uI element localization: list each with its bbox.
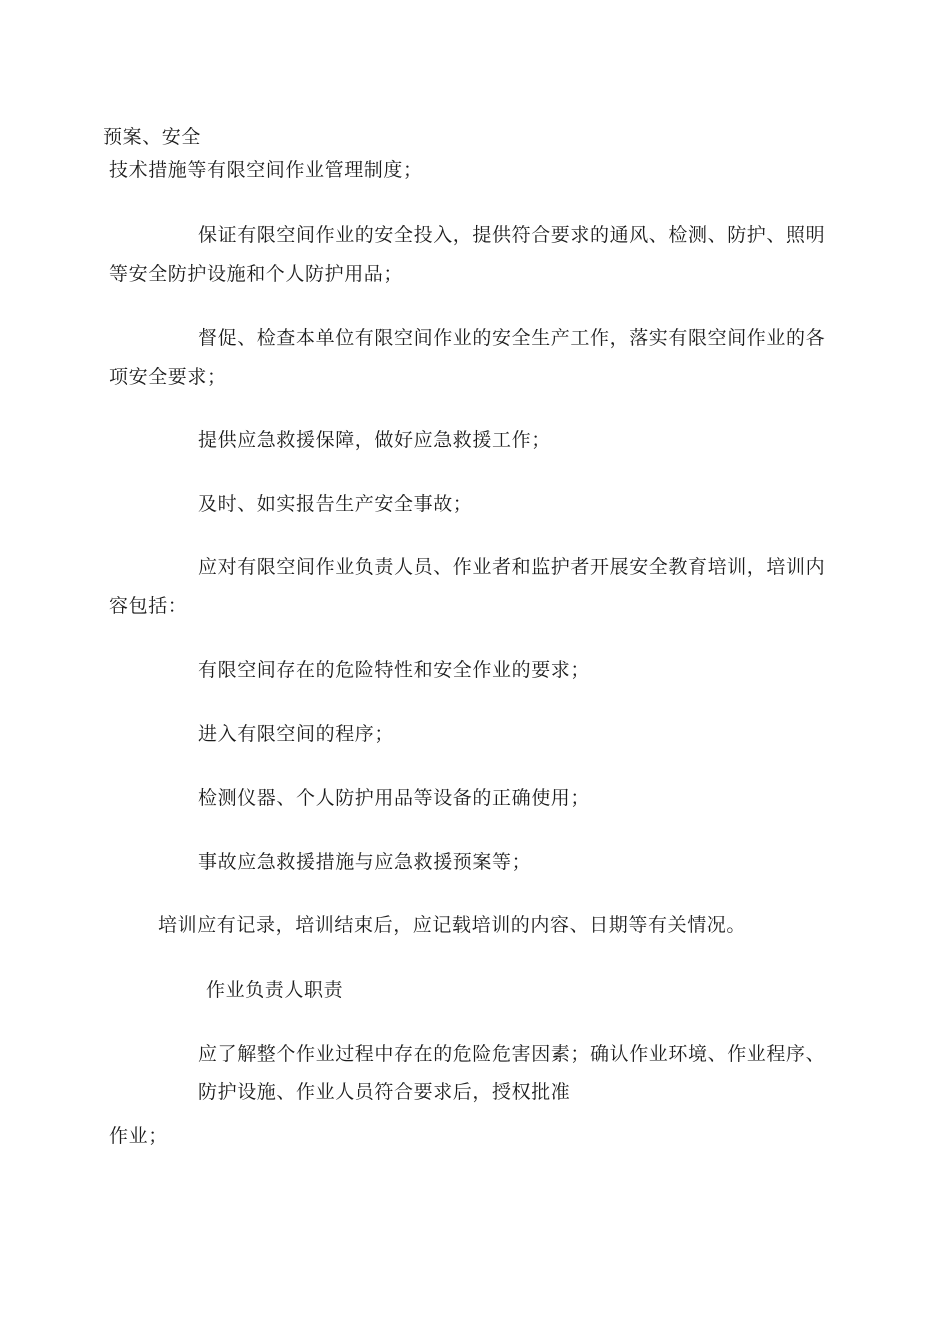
text-line: 督促、检查本单位有限空间作业的安全生产工作，落实有限空间作业的各 xyxy=(198,327,826,349)
text-line: 技术措施等有限空间作业管理制度； xyxy=(109,159,423,181)
text-line: 及时、如实报告生产安全事故； xyxy=(198,493,473,515)
text-line: 容包括： xyxy=(109,595,188,617)
text-line: 提供应急救援保障，做好应急救援工作； xyxy=(198,429,551,451)
text-line: 有限空间存在的危险特性和安全作业的要求； xyxy=(198,659,591,681)
section-heading: 作业负责人职责 xyxy=(206,979,344,1001)
text-line: 等安全防护设施和个人防护用品； xyxy=(109,263,404,285)
text-line: 应对有限空间作业负责人员、作业者和监护者开展安全教育培训，培训内 xyxy=(198,556,826,578)
text-line: 预案、安全 xyxy=(103,126,202,148)
text-line: 防护设施、作业人员符合要求后，授权批准 xyxy=(198,1081,571,1103)
text-line: 保证有限空间作业的安全投入，提供符合要求的通风、检测、防护、照明 xyxy=(198,224,826,246)
text-line: 事故应急救援措施与应急救援预案等； xyxy=(198,851,532,873)
text-line: 应了解整个作业过程中存在的危险危害因素；确认作业环境、作业程序、 xyxy=(198,1043,826,1065)
text-line: 培训应有记录，培训结束后，应记载培训的内容、日期等有关情况。 xyxy=(158,914,747,936)
text-line: 检测仪器、个人防护用品等设备的正确使用； xyxy=(198,787,591,809)
text-line: 作业； xyxy=(109,1125,168,1147)
text-line: 进入有限空间的程序； xyxy=(198,723,395,745)
text-line: 项安全要求； xyxy=(109,366,227,388)
